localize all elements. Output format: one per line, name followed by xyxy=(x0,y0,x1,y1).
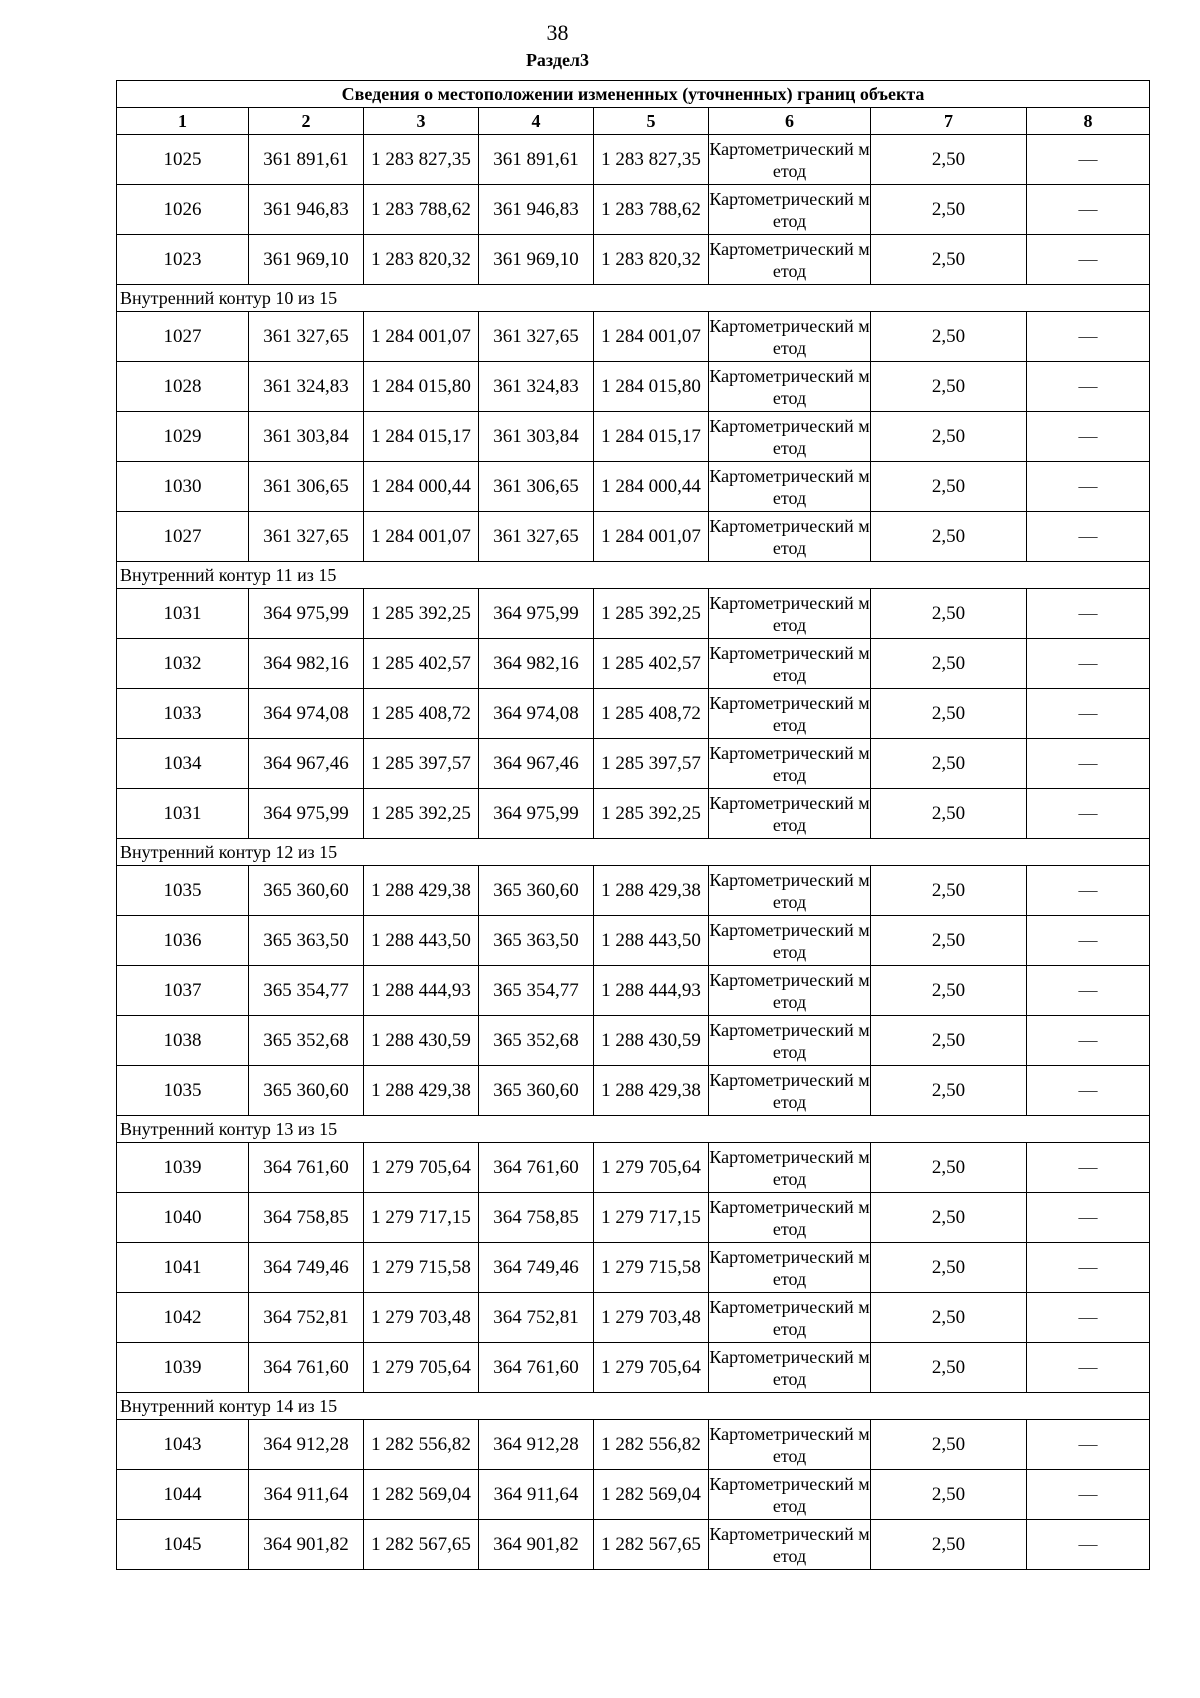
y-old-cell: 1 285 392,25 xyxy=(364,589,479,639)
method-cell: Картометрический метод xyxy=(709,462,871,512)
precision-cell: 2,50 xyxy=(871,1066,1027,1116)
x-old-cell: 361 891,61 xyxy=(249,135,364,185)
method-cell: Картометрический метод xyxy=(709,966,871,1016)
table-row xyxy=(117,185,1150,235)
x-old-cell: 364 752,81 xyxy=(249,1293,364,1343)
description-cell: — xyxy=(1027,185,1150,235)
description-cell: — xyxy=(1027,1293,1150,1343)
description-cell: — xyxy=(1027,1420,1150,1470)
precision-cell: 2,50 xyxy=(871,135,1027,185)
table-row xyxy=(117,1016,1150,1066)
precision-cell: 2,50 xyxy=(871,966,1027,1016)
y-new-cell: 1 279 717,15 xyxy=(594,1193,709,1243)
x-new-cell: 365 360,60 xyxy=(479,1066,594,1116)
point-number-cell: 1033 xyxy=(117,689,249,739)
method-cell: Картометрический метод xyxy=(709,866,871,916)
y-old-cell: 1 285 408,72 xyxy=(364,689,479,739)
precision-cell: 2,50 xyxy=(871,1193,1027,1243)
description-cell: — xyxy=(1027,789,1150,839)
method-cell: Картометрический метод xyxy=(709,1193,871,1243)
x-new-cell: 365 363,50 xyxy=(479,916,594,966)
method-cell: Картометрический метод xyxy=(709,512,871,562)
y-new-cell: 1 285 397,57 xyxy=(594,739,709,789)
y-old-cell: 1 279 705,64 xyxy=(364,1143,479,1193)
point-number-cell: 1036 xyxy=(117,916,249,966)
method-cell: Картометрический метод xyxy=(709,1143,871,1193)
x-new-cell: 364 758,85 xyxy=(479,1193,594,1243)
point-number-cell: 1043 xyxy=(117,1420,249,1470)
y-new-cell: 1 279 705,64 xyxy=(594,1143,709,1193)
description-cell: — xyxy=(1027,1143,1150,1193)
contour-label: Внутренний контур 10 из 15 xyxy=(117,285,1150,312)
description-cell: — xyxy=(1027,689,1150,739)
point-number-cell: 1027 xyxy=(117,512,249,562)
y-old-cell: 1 279 705,64 xyxy=(364,1343,479,1393)
precision-cell: 2,50 xyxy=(871,866,1027,916)
description-cell: — xyxy=(1027,362,1150,412)
description-cell: — xyxy=(1027,1016,1150,1066)
y-new-cell: 1 284 015,80 xyxy=(594,362,709,412)
table-row xyxy=(117,1293,1150,1343)
table-row xyxy=(117,866,1150,916)
description-cell: — xyxy=(1027,639,1150,689)
method-cell: Картометрический метод xyxy=(709,589,871,639)
y-new-cell: 1 279 705,64 xyxy=(594,1343,709,1393)
y-new-cell: 1 288 430,59 xyxy=(594,1016,709,1066)
y-old-cell: 1 282 567,65 xyxy=(364,1520,479,1570)
y-old-cell: 1 285 397,57 xyxy=(364,739,479,789)
method-cell: Картометрический метод xyxy=(709,1066,871,1116)
x-old-cell: 361 303,84 xyxy=(249,412,364,462)
point-number-cell: 1023 xyxy=(117,235,249,285)
precision-cell: 2,50 xyxy=(871,689,1027,739)
x-new-cell: 365 352,68 xyxy=(479,1016,594,1066)
contour-header-row xyxy=(117,839,1150,866)
precision-cell: 2,50 xyxy=(871,1016,1027,1066)
contour-header-row xyxy=(117,285,1150,312)
y-old-cell: 1 288 443,50 xyxy=(364,916,479,966)
table-row xyxy=(117,589,1150,639)
precision-cell: 2,50 xyxy=(871,739,1027,789)
boundary-coordinates-table xyxy=(116,80,1150,1570)
method-cell: Картометрический метод xyxy=(709,739,871,789)
y-old-cell: 1 284 001,07 xyxy=(364,312,479,362)
description-cell: — xyxy=(1027,1243,1150,1293)
x-old-cell: 364 975,99 xyxy=(249,789,364,839)
table-row xyxy=(117,916,1150,966)
point-number-cell: 1031 xyxy=(117,589,249,639)
table-row xyxy=(117,1520,1150,1570)
table-row xyxy=(117,639,1150,689)
y-new-cell: 1 284 015,17 xyxy=(594,412,709,462)
table-row xyxy=(117,512,1150,562)
y-old-cell: 1 288 444,93 xyxy=(364,966,479,1016)
description-cell: — xyxy=(1027,866,1150,916)
y-new-cell: 1 283 820,32 xyxy=(594,235,709,285)
column-numbers-row xyxy=(117,108,1150,135)
column-header: 8 xyxy=(1027,108,1150,135)
y-new-cell: 1 282 567,65 xyxy=(594,1520,709,1570)
table-row xyxy=(117,1420,1150,1470)
description-cell: — xyxy=(1027,462,1150,512)
point-number-cell: 1035 xyxy=(117,866,249,916)
method-cell: Картометрический метод xyxy=(709,1520,871,1570)
y-old-cell: 1 282 569,04 xyxy=(364,1470,479,1520)
x-old-cell: 364 912,28 xyxy=(249,1420,364,1470)
contour-label: Внутренний контур 11 из 15 xyxy=(117,562,1150,589)
point-number-cell: 1032 xyxy=(117,639,249,689)
column-header: 1 xyxy=(117,108,249,135)
x-new-cell: 364 761,60 xyxy=(479,1343,594,1393)
contour-header-row xyxy=(117,1116,1150,1143)
table-row xyxy=(117,135,1150,185)
description-cell: — xyxy=(1027,1066,1150,1116)
point-number-cell: 1031 xyxy=(117,789,249,839)
x-old-cell: 365 360,60 xyxy=(249,1066,364,1116)
method-cell: Картометрический метод xyxy=(709,185,871,235)
x-old-cell: 364 761,60 xyxy=(249,1143,364,1193)
point-number-cell: 1041 xyxy=(117,1243,249,1293)
x-new-cell: 364 975,99 xyxy=(479,789,594,839)
y-old-cell: 1 284 015,17 xyxy=(364,412,479,462)
x-new-cell: 361 969,10 xyxy=(479,235,594,285)
point-number-cell: 1025 xyxy=(117,135,249,185)
table-body xyxy=(117,135,1150,1570)
y-new-cell: 1 288 429,38 xyxy=(594,866,709,916)
table-row xyxy=(117,739,1150,789)
precision-cell: 2,50 xyxy=(871,1420,1027,1470)
method-cell: Картометрический метод xyxy=(709,1293,871,1343)
y-new-cell: 1 282 569,04 xyxy=(594,1470,709,1520)
x-new-cell: 361 324,83 xyxy=(479,362,594,412)
description-cell: — xyxy=(1027,135,1150,185)
x-old-cell: 361 327,65 xyxy=(249,512,364,562)
column-header: 3 xyxy=(364,108,479,135)
method-cell: Картометрический метод xyxy=(709,1420,871,1470)
point-number-cell: 1039 xyxy=(117,1343,249,1393)
method-cell: Картометрический метод xyxy=(709,235,871,285)
x-old-cell: 361 327,65 xyxy=(249,312,364,362)
y-old-cell: 1 284 001,07 xyxy=(364,512,479,562)
x-new-cell: 364 975,99 xyxy=(479,589,594,639)
y-new-cell: 1 288 443,50 xyxy=(594,916,709,966)
contour-label: Внутренний контур 13 из 15 xyxy=(117,1116,1150,1143)
table-row xyxy=(117,789,1150,839)
x-new-cell: 365 354,77 xyxy=(479,966,594,1016)
x-new-cell: 361 303,84 xyxy=(479,412,594,462)
description-cell: — xyxy=(1027,1520,1150,1570)
point-number-cell: 1039 xyxy=(117,1143,249,1193)
table-row xyxy=(117,1470,1150,1520)
precision-cell: 2,50 xyxy=(871,1143,1027,1193)
x-new-cell: 364 912,28 xyxy=(479,1420,594,1470)
x-old-cell: 365 360,60 xyxy=(249,866,364,916)
description-cell: — xyxy=(1027,916,1150,966)
description-cell: — xyxy=(1027,739,1150,789)
description-cell: — xyxy=(1027,1193,1150,1243)
x-new-cell: 361 327,65 xyxy=(479,312,594,362)
description-cell: — xyxy=(1027,512,1150,562)
x-new-cell: 364 761,60 xyxy=(479,1143,594,1193)
description-cell: — xyxy=(1027,1470,1150,1520)
precision-cell: 2,50 xyxy=(871,312,1027,362)
y-new-cell: 1 282 556,82 xyxy=(594,1420,709,1470)
description-cell: — xyxy=(1027,1343,1150,1393)
table-row xyxy=(117,1143,1150,1193)
method-cell: Картометрический метод xyxy=(709,1243,871,1293)
point-number-cell: 1035 xyxy=(117,1066,249,1116)
y-new-cell: 1 285 392,25 xyxy=(594,589,709,639)
y-old-cell: 1 288 429,38 xyxy=(364,866,479,916)
column-header: 7 xyxy=(871,108,1027,135)
x-old-cell: 361 306,65 xyxy=(249,462,364,512)
point-number-cell: 1037 xyxy=(117,966,249,1016)
y-new-cell: 1 284 000,44 xyxy=(594,462,709,512)
y-old-cell: 1 279 715,58 xyxy=(364,1243,479,1293)
y-old-cell: 1 285 402,57 xyxy=(364,639,479,689)
point-number-cell: 1026 xyxy=(117,185,249,235)
y-new-cell: 1 283 827,35 xyxy=(594,135,709,185)
y-new-cell: 1 279 703,48 xyxy=(594,1293,709,1343)
y-old-cell: 1 283 827,35 xyxy=(364,135,479,185)
x-new-cell: 361 891,61 xyxy=(479,135,594,185)
point-number-cell: 1045 xyxy=(117,1520,249,1570)
y-new-cell: 1 285 408,72 xyxy=(594,689,709,739)
y-new-cell: 1 279 715,58 xyxy=(594,1243,709,1293)
x-old-cell: 365 352,68 xyxy=(249,1016,364,1066)
table-row xyxy=(117,966,1150,1016)
method-cell: Картометрический метод xyxy=(709,1343,871,1393)
x-old-cell: 364 758,85 xyxy=(249,1193,364,1243)
point-number-cell: 1029 xyxy=(117,412,249,462)
precision-cell: 2,50 xyxy=(871,1470,1027,1520)
x-old-cell: 364 901,82 xyxy=(249,1520,364,1570)
table-row xyxy=(117,1193,1150,1243)
y-new-cell: 1 284 001,07 xyxy=(594,312,709,362)
y-old-cell: 1 279 717,15 xyxy=(364,1193,479,1243)
contour-header-row xyxy=(117,562,1150,589)
section-title: Раздел3 xyxy=(525,50,590,70)
y-old-cell: 1 282 556,82 xyxy=(364,1420,479,1470)
table-row xyxy=(117,1066,1150,1116)
precision-cell: 2,50 xyxy=(871,1243,1027,1293)
y-old-cell: 1 288 429,38 xyxy=(364,1066,479,1116)
x-old-cell: 364 975,99 xyxy=(249,589,364,639)
point-number-cell: 1030 xyxy=(117,462,249,512)
table-title: Сведения о местоположении измененных (уточненных) границ объекта xyxy=(117,81,1150,108)
y-old-cell: 1 279 703,48 xyxy=(364,1293,479,1343)
x-new-cell: 364 911,64 xyxy=(479,1470,594,1520)
precision-cell: 2,50 xyxy=(871,185,1027,235)
precision-cell: 2,50 xyxy=(871,412,1027,462)
precision-cell: 2,50 xyxy=(871,1293,1027,1343)
column-header: 4 xyxy=(479,108,594,135)
x-old-cell: 364 982,16 xyxy=(249,639,364,689)
x-old-cell: 361 946,83 xyxy=(249,185,364,235)
method-cell: Картометрический метод xyxy=(709,789,871,839)
table-row xyxy=(117,312,1150,362)
y-new-cell: 1 283 788,62 xyxy=(594,185,709,235)
point-number-cell: 1040 xyxy=(117,1193,249,1243)
contour-header-row xyxy=(117,1393,1150,1420)
x-new-cell: 361 946,83 xyxy=(479,185,594,235)
y-old-cell: 1 283 788,62 xyxy=(364,185,479,235)
description-cell: — xyxy=(1027,412,1150,462)
x-old-cell: 364 967,46 xyxy=(249,739,364,789)
precision-cell: 2,50 xyxy=(871,589,1027,639)
column-header: 2 xyxy=(249,108,364,135)
y-old-cell: 1 288 430,59 xyxy=(364,1016,479,1066)
description-cell: — xyxy=(1027,235,1150,285)
x-new-cell: 364 749,46 xyxy=(479,1243,594,1293)
column-header: 5 xyxy=(594,108,709,135)
x-new-cell: 364 752,81 xyxy=(479,1293,594,1343)
table-row xyxy=(117,1243,1150,1293)
precision-cell: 2,50 xyxy=(871,1520,1027,1570)
method-cell: Картометрический метод xyxy=(709,412,871,462)
y-new-cell: 1 285 402,57 xyxy=(594,639,709,689)
x-new-cell: 361 327,65 xyxy=(479,512,594,562)
method-cell: Картометрический метод xyxy=(709,916,871,966)
contour-label: Внутренний контур 12 из 15 xyxy=(117,839,1150,866)
x-old-cell: 365 354,77 xyxy=(249,966,364,1016)
precision-cell: 2,50 xyxy=(871,462,1027,512)
y-new-cell: 1 288 429,38 xyxy=(594,1066,709,1116)
precision-cell: 2,50 xyxy=(871,639,1027,689)
method-cell: Картометрический метод xyxy=(709,689,871,739)
x-old-cell: 365 363,50 xyxy=(249,916,364,966)
point-number-cell: 1042 xyxy=(117,1293,249,1343)
x-new-cell: 364 901,82 xyxy=(479,1520,594,1570)
point-number-cell: 1028 xyxy=(117,362,249,412)
precision-cell: 2,50 xyxy=(871,789,1027,839)
x-new-cell: 364 982,16 xyxy=(479,639,594,689)
x-new-cell: 364 974,08 xyxy=(479,689,594,739)
x-new-cell: 361 306,65 xyxy=(479,462,594,512)
description-cell: — xyxy=(1027,589,1150,639)
x-old-cell: 364 749,46 xyxy=(249,1243,364,1293)
x-old-cell: 364 761,60 xyxy=(249,1343,364,1393)
contour-label: Внутренний контур 14 из 15 xyxy=(117,1393,1150,1420)
point-number-cell: 1044 xyxy=(117,1470,249,1520)
y-old-cell: 1 285 392,25 xyxy=(364,789,479,839)
table-row xyxy=(117,412,1150,462)
y-new-cell: 1 284 001,07 xyxy=(594,512,709,562)
point-number-cell: 1034 xyxy=(117,739,249,789)
precision-cell: 2,50 xyxy=(871,916,1027,966)
table-row xyxy=(117,462,1150,512)
y-old-cell: 1 283 820,32 xyxy=(364,235,479,285)
method-cell: Картометрический метод xyxy=(709,639,871,689)
precision-cell: 2,50 xyxy=(871,362,1027,412)
table-row xyxy=(117,362,1150,412)
y-new-cell: 1 285 392,25 xyxy=(594,789,709,839)
x-old-cell: 364 911,64 xyxy=(249,1470,364,1520)
description-cell: — xyxy=(1027,966,1150,1016)
y-old-cell: 1 284 015,80 xyxy=(364,362,479,412)
table-row xyxy=(117,235,1150,285)
page-number: 38 xyxy=(546,20,569,45)
x-new-cell: 365 360,60 xyxy=(479,866,594,916)
x-old-cell: 361 324,83 xyxy=(249,362,364,412)
x-old-cell: 361 969,10 xyxy=(249,235,364,285)
point-number-cell: 1027 xyxy=(117,312,249,362)
method-cell: Картометрический метод xyxy=(709,1470,871,1520)
method-cell: Картометрический метод xyxy=(709,1016,871,1066)
y-new-cell: 1 288 444,93 xyxy=(594,966,709,1016)
method-cell: Картометрический метод xyxy=(709,362,871,412)
table-row xyxy=(117,689,1150,739)
method-cell: Картометрический метод xyxy=(709,312,871,362)
x-new-cell: 364 967,46 xyxy=(479,739,594,789)
point-number-cell: 1038 xyxy=(117,1016,249,1066)
method-cell: Картометрический метод xyxy=(709,135,871,185)
x-old-cell: 364 974,08 xyxy=(249,689,364,739)
column-header: 6 xyxy=(709,108,871,135)
precision-cell: 2,50 xyxy=(871,235,1027,285)
precision-cell: 2,50 xyxy=(871,512,1027,562)
y-old-cell: 1 284 000,44 xyxy=(364,462,479,512)
description-cell: — xyxy=(1027,312,1150,362)
table-row xyxy=(117,1343,1150,1393)
precision-cell: 2,50 xyxy=(871,1343,1027,1393)
